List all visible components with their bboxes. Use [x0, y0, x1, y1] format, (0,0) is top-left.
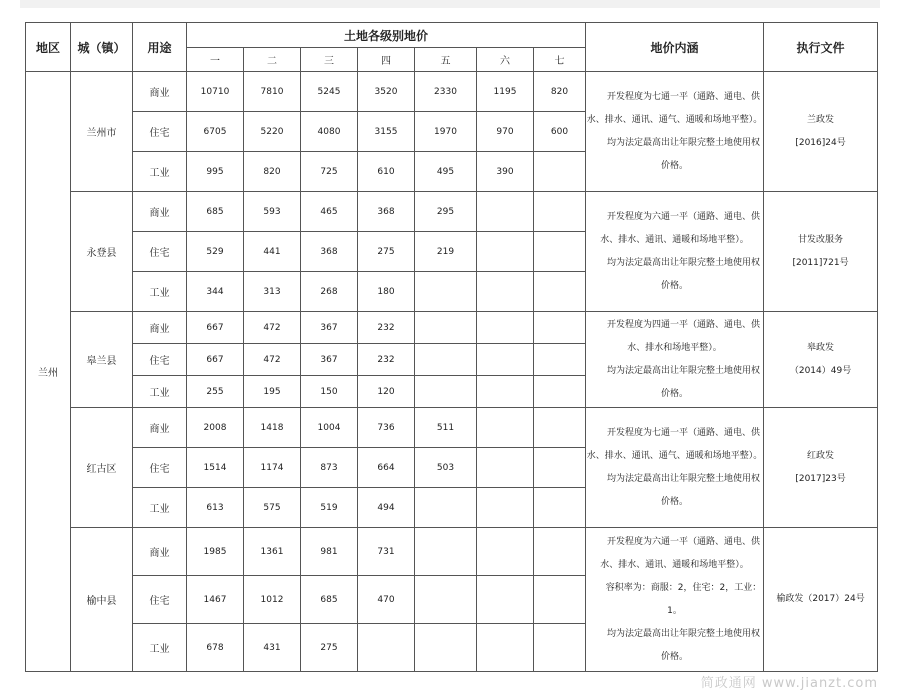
price-cell: 120 [358, 376, 415, 408]
region-cell: 兰州 [26, 72, 71, 672]
price-cell [534, 344, 586, 376]
desc-paragraph: 开发程度为四通一平（通路、通电、供水、排水和场地平整）。 [607, 319, 761, 353]
use-cell: 工业 [133, 488, 187, 528]
price-cell [477, 312, 534, 344]
use-cell: 商业 [133, 192, 187, 232]
desc-paragraph: 开发程度为六通一平（通路、通电、供水、排水、通讯、通暖和场地平整）。 [600, 536, 761, 570]
price-cell: 368 [358, 192, 415, 232]
use-cell: 商业 [133, 72, 187, 112]
price-cell: 5245 [301, 72, 358, 112]
price-cell: 275 [301, 624, 358, 672]
price-cell [477, 624, 534, 672]
price-cell: 593 [244, 192, 301, 232]
use-cell: 商业 [133, 528, 187, 576]
doc-line: [2016]24号 [795, 137, 846, 148]
price-cell [415, 488, 477, 528]
price-cell [415, 624, 477, 672]
price-cell [415, 576, 477, 624]
price-cell [477, 576, 534, 624]
price-cell [415, 376, 477, 408]
price-cell [534, 408, 586, 448]
price-cell [534, 624, 586, 672]
doc-line: 甘发改服务 [798, 234, 844, 245]
grade-header: 二 [244, 48, 301, 72]
price-cell: 232 [358, 344, 415, 376]
desc-cell [586, 312, 764, 408]
doc-cell [764, 192, 878, 312]
price-cell: 1012 [244, 576, 301, 624]
use-cell: 住宅 [133, 576, 187, 624]
price-cell: 2330 [415, 72, 477, 112]
price-cell: 344 [187, 272, 244, 312]
price-cell: 465 [301, 192, 358, 232]
price-cell: 255 [187, 376, 244, 408]
price-cell: 1004 [301, 408, 358, 448]
price-cell: 664 [358, 448, 415, 488]
price-cell: 667 [187, 344, 244, 376]
doc-line: （2014）49号 [789, 365, 852, 376]
grade-header: 七 [534, 48, 586, 72]
price-cell [534, 448, 586, 488]
city-cell: 皋兰县 [71, 312, 133, 408]
grade-header: 一 [187, 48, 244, 72]
price-cell [415, 528, 477, 576]
desc-paragraph: 均为法定最高出让年限完整土地使用权价格。 [607, 137, 761, 171]
price-cell: 494 [358, 488, 415, 528]
grade-header: 四 [358, 48, 415, 72]
table-row [26, 528, 878, 576]
desc-paragraph: 容积率为：商服：2，住宅：2，工业：1。 [605, 582, 762, 616]
desc-cell [586, 192, 764, 312]
price-cell [477, 344, 534, 376]
price-cell [534, 152, 586, 192]
use-cell: 工业 [133, 272, 187, 312]
price-cell: 820 [244, 152, 301, 192]
watermark: 简政通网 www.jianzt.com [700, 676, 878, 691]
price-cell: 195 [244, 376, 301, 408]
price-cell: 529 [187, 232, 244, 272]
use-cell: 工业 [133, 152, 187, 192]
price-cell: 472 [244, 344, 301, 376]
price-cell: 503 [415, 448, 477, 488]
price-cell: 678 [187, 624, 244, 672]
price-cell [477, 488, 534, 528]
grade-header: 五 [415, 48, 477, 72]
price-cell [534, 488, 586, 528]
price-cell [358, 624, 415, 672]
price-cell [477, 232, 534, 272]
price-cell: 995 [187, 152, 244, 192]
price-cell: 685 [187, 192, 244, 232]
price-cell: 820 [534, 72, 586, 112]
price-cell: 725 [301, 152, 358, 192]
desc-cell [586, 528, 764, 672]
price-cell: 1195 [477, 72, 534, 112]
desc-paragraph: 开发程度为七通一平（通路、通电、供水、排水、通讯、通气、通暖和场地平整）。 [586, 427, 763, 461]
price-cell [477, 192, 534, 232]
doc-line: 兰政发 [807, 114, 835, 125]
city-cell: 永登县 [71, 192, 133, 312]
city-cell: 兰州市 [71, 72, 133, 192]
price-cell: 613 [187, 488, 244, 528]
header-doc: 执行文件 [764, 23, 878, 72]
doc-line: 皋政发 [807, 342, 835, 353]
header-use: 用途 [133, 23, 187, 72]
grade-header: 三 [301, 48, 358, 72]
price-cell [415, 312, 477, 344]
price-cell: 873 [301, 448, 358, 488]
price-cell: 1970 [415, 112, 477, 152]
price-cell: 6705 [187, 112, 244, 152]
price-cell: 736 [358, 408, 415, 448]
price-cell: 511 [415, 408, 477, 448]
price-cell: 7810 [244, 72, 301, 112]
desc-paragraph: 均为法定最高出让年限完整土地使用权价格。 [607, 257, 761, 291]
price-cell: 610 [358, 152, 415, 192]
price-cell: 3520 [358, 72, 415, 112]
price-cell [477, 272, 534, 312]
price-cell: 431 [244, 624, 301, 672]
price-cell [477, 376, 534, 408]
price-cell: 368 [301, 232, 358, 272]
price-cell [477, 408, 534, 448]
price-cell: 1514 [187, 448, 244, 488]
desc-paragraph: 均为法定最高出让年限完整土地使用权价格。 [607, 473, 761, 507]
price-cell: 3155 [358, 112, 415, 152]
doc-line: [2017]23号 [795, 473, 846, 484]
table-row [26, 312, 878, 344]
price-cell: 970 [477, 112, 534, 152]
header-grades: 土地各级别地价 [187, 23, 586, 48]
price-cell [534, 272, 586, 312]
price-cell: 390 [477, 152, 534, 192]
use-cell: 住宅 [133, 344, 187, 376]
price-cell: 981 [301, 528, 358, 576]
use-cell: 住宅 [133, 448, 187, 488]
top-bar [20, 0, 880, 8]
price-cell: 470 [358, 576, 415, 624]
desc-paragraph: 开发程度为七通一平（通路、通电、供水、排水、通讯、通气、通暖和场地平整）。 [586, 91, 763, 125]
doc-cell [764, 72, 878, 192]
land-price-table [25, 22, 878, 672]
price-cell: 600 [534, 112, 586, 152]
header-region: 地区 [26, 23, 71, 72]
city-cell: 红古区 [71, 408, 133, 528]
price-cell [534, 376, 586, 408]
price-cell: 1361 [244, 528, 301, 576]
price-cell: 495 [415, 152, 477, 192]
price-cell: 2008 [187, 408, 244, 448]
price-cell [415, 272, 477, 312]
price-cell [534, 576, 586, 624]
price-cell: 731 [358, 528, 415, 576]
price-cell: 295 [415, 192, 477, 232]
price-cell: 268 [301, 272, 358, 312]
header-city: 城（镇） [71, 23, 133, 72]
use-cell: 工业 [133, 376, 187, 408]
desc-paragraph: 均为法定最高出让年限完整土地使用权价格。 [607, 365, 761, 399]
price-cell [534, 192, 586, 232]
grade-header: 六 [477, 48, 534, 72]
price-cell: 5220 [244, 112, 301, 152]
price-cell: 180 [358, 272, 415, 312]
use-cell: 工业 [133, 624, 187, 672]
price-cell: 575 [244, 488, 301, 528]
doc-cell [764, 408, 878, 528]
price-cell: 150 [301, 376, 358, 408]
doc-line: [2011]721号 [792, 257, 849, 268]
price-cell [477, 528, 534, 576]
price-cell: 441 [244, 232, 301, 272]
use-cell: 住宅 [133, 232, 187, 272]
price-cell: 219 [415, 232, 477, 272]
price-cell: 519 [301, 488, 358, 528]
price-cell: 1174 [244, 448, 301, 488]
price-cell [477, 448, 534, 488]
use-cell: 商业 [133, 408, 187, 448]
price-cell: 4080 [301, 112, 358, 152]
price-cell [534, 232, 586, 272]
price-cell: 313 [244, 272, 301, 312]
desc-paragraph: 开发程度为六通一平（通路、通电、供水、排水、通讯、通暖和场地平整）。 [600, 211, 761, 245]
desc-cell [586, 408, 764, 528]
price-cell: 667 [187, 312, 244, 344]
header-desc: 地价内涵 [586, 23, 764, 72]
price-cell: 367 [301, 344, 358, 376]
doc-line: 红政发 [807, 450, 835, 461]
table-row [26, 192, 878, 232]
price-cell: 275 [358, 232, 415, 272]
price-cell: 232 [358, 312, 415, 344]
price-cell [534, 312, 586, 344]
price-cell [534, 528, 586, 576]
price-cell: 1418 [244, 408, 301, 448]
price-cell: 367 [301, 312, 358, 344]
doc-line: 榆政发（2017）24号 [776, 594, 865, 604]
price-cell: 1985 [187, 528, 244, 576]
price-cell: 10710 [187, 72, 244, 112]
use-cell: 商业 [133, 312, 187, 344]
price-cell: 1467 [187, 576, 244, 624]
desc-paragraph: 均为法定最高出让年限完整土地使用权价格。 [607, 628, 761, 662]
desc-cell [586, 72, 764, 192]
price-cell: 685 [301, 576, 358, 624]
doc-cell [764, 312, 878, 408]
table-row [26, 72, 878, 112]
doc-cell [764, 528, 878, 672]
use-cell: 住宅 [133, 112, 187, 152]
table-row [26, 408, 878, 448]
city-cell: 榆中县 [71, 528, 133, 672]
price-cell [415, 344, 477, 376]
price-cell: 472 [244, 312, 301, 344]
